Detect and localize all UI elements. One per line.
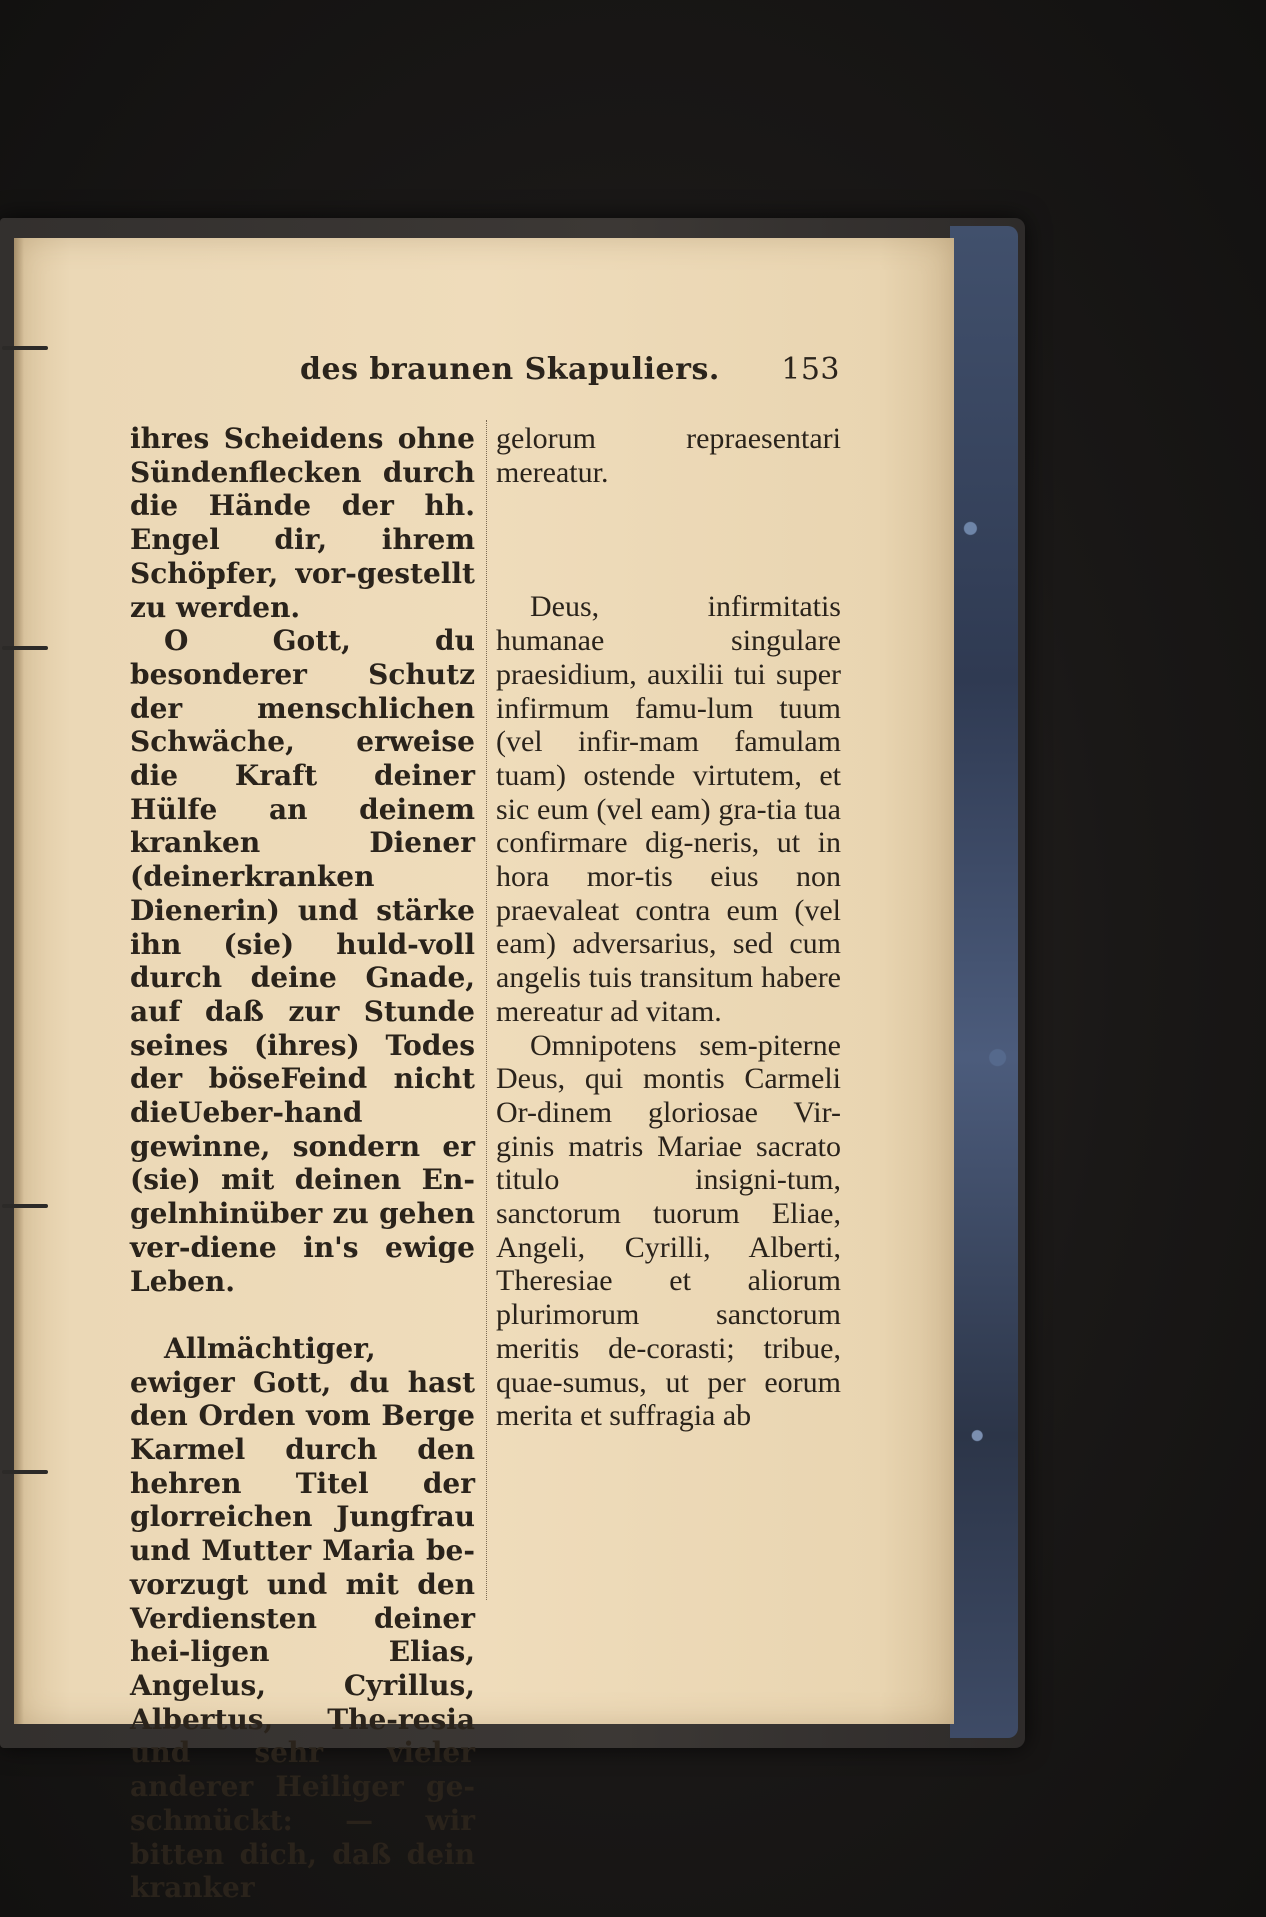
page-gutter — [14, 238, 24, 1724]
latin-column — [496, 422, 841, 1433]
latin-paragraph-2: Deus, infirmitatis humanae singulare praesidium, auxilii tui super infirmum famu-lum tuum (vel infir-mam famulam tuam) ostende virtutem, et sic eum (vel eam) gra-tia tua confirmare dig-neris, ut in hora mor-tis eius non praevaleat contra eum (vel eam) adversarius, sed cum angelis tuis transitum habere mereatur ad vitam. — [496, 590, 841, 1028]
marbled-page-edge — [950, 226, 1018, 1738]
running-head — [300, 352, 840, 392]
latin-paragraph-1: gelorum repraesentari mereatur. — [496, 422, 841, 489]
column-divider — [486, 420, 487, 1600]
running-head-title: des braunen Skapuliers. — [300, 352, 720, 387]
binding-thread — [2, 346, 48, 350]
german-paragraph-2: O Gott, du besonderer Schutz der menschlichen Schwäche, erweise die Kraft deiner Hülfe an deinem kranken Diener (deinerkranken Dienerin) und stärke ihn (sie) huld-voll durch deine Gnade, auf daß zur Stunde seines (ihres) Todes der böseFeind nicht dieUeber-hand gewinne, sondern er (sie) mit deinen En-gelnhinüber zu gehen ver-diene in's ewige Leben. — [130, 624, 475, 1298]
german-paragraph-1: ihres Scheidens ohne Sündenflecken durch die Hände der hh. Engel dir, ihrem Schöpfer, vor-gestellt zu werden. — [130, 422, 475, 624]
page-number: 153 — [781, 352, 840, 387]
german-paragraph-3: Allmächtiger, ewiger Gott, du hast den Orden vom Berge Karmel durch den hehren Titel der glorreichen Jungfrau und Mutter Maria be-vorzugt und mit den Verdiensten deiner hei-ligen Elias, Angelus, Cyrillus, Albertus, The-resia und sehr vieler anderer Heiliger ge-schmückt: — wir bitten dich, daß dein kranker — [130, 1331, 475, 1905]
binding-thread — [2, 1204, 48, 1208]
binding-thread — [2, 1470, 48, 1474]
binding-thread — [2, 646, 48, 650]
latin-paragraph-3: Omnipotens sem-piterne Deus, qui montis Carmeli Or-dinem gloriosae Vir-ginis matris Mariae sacrato titulo insigni-tum, sanctorum tuorum Eliae, Angeli, Cyrilli, Alberti, Theresiae et aliorum plurimorum sanctorum meritis de-corasti; tribue, quae-sumus, ut per eorum merita et suffragia ab — [496, 1028, 841, 1433]
german-column — [130, 422, 475, 1905]
